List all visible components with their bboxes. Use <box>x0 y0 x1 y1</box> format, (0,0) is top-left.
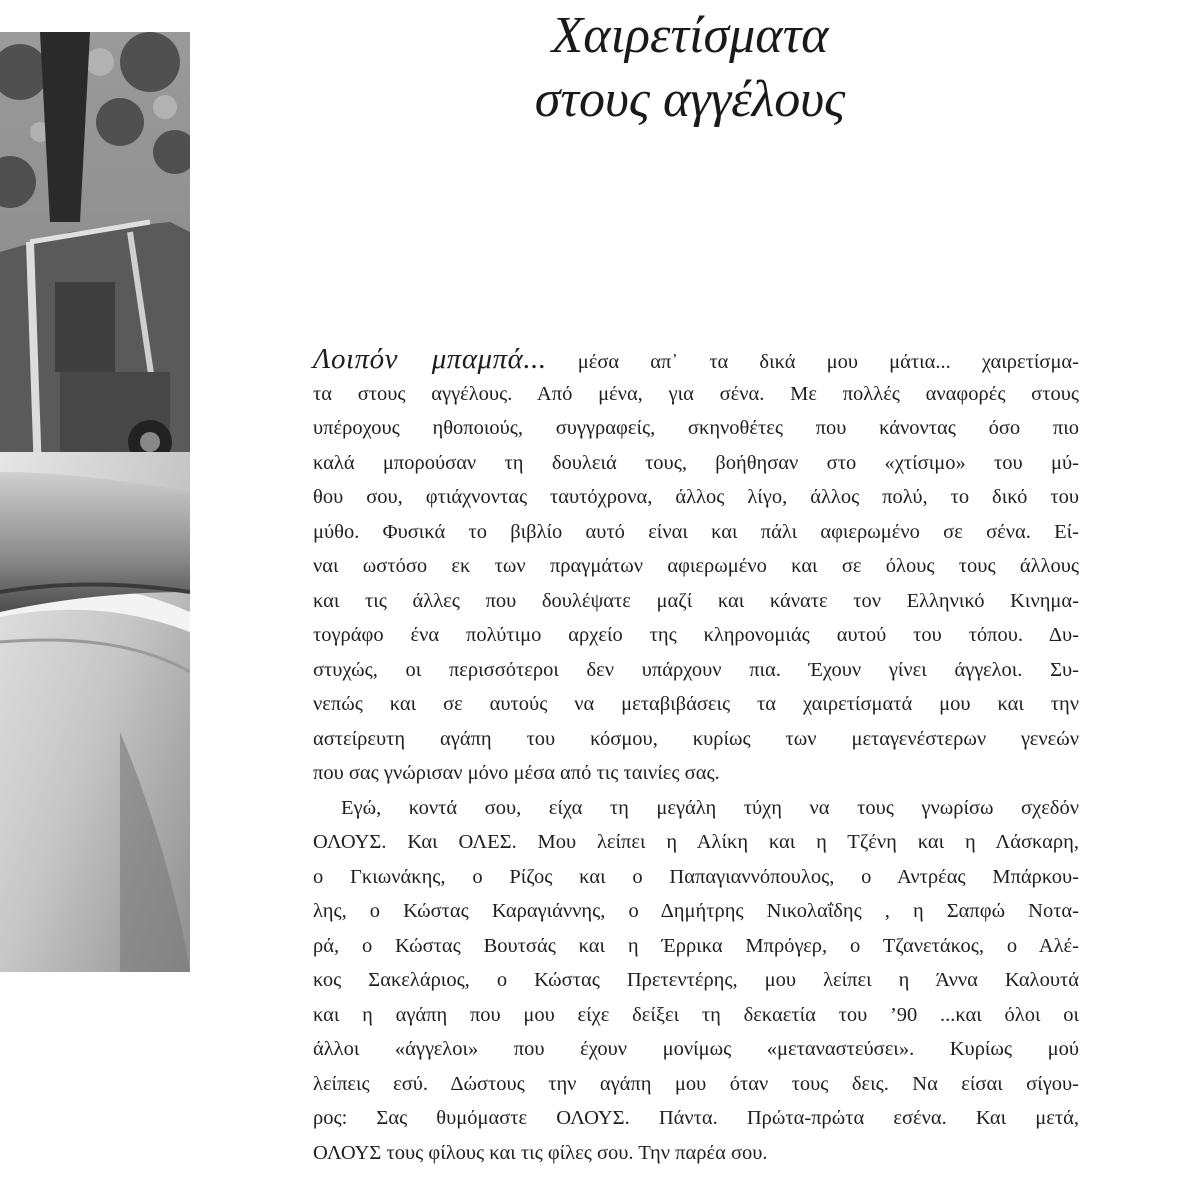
paragraph-2-line: ΟΛΟΥΣ. Και ΟΛΕΣ. Μου λείπει η Αλίκη και η Τζένη και η Λάσκαρη, <box>313 831 1079 853</box>
title-line-2: στους αγγέλους <box>534 71 846 128</box>
paragraph-2-line: λείπεις εσύ. Δώστους την αγάπη μου όταν τους δεις. Να είσαι σίγου- <box>313 1072 1079 1095</box>
paragraph-1-line: τα στους αγγέλους. Από μένα, για σένα. Με πολλές αναφορές στους <box>313 382 1079 405</box>
paragraph-2-line: άλλοι «άγγελοι» που έχουν μονίμως «μεταναστεύσει». Κυρίως μού <box>313 1038 1079 1060</box>
paragraph-2-line: λης, ο Κώστας Καραγιάννης, ο Δημήτρης Νικολαΐδης , η Σαπφώ Νοτα- <box>313 900 1079 922</box>
paragraph-2-line: Εγώ, κοντά σου, είχα τη μεγάλη τύχη να τους γνωρίσω σχεδόν <box>341 796 1079 819</box>
car-photo <box>0 32 190 972</box>
paragraph-2-line: ρος: Σας θυμόμαστε ΟΛΟΥΣ. Πάντα. Πρώτα-πρώτα εσένα. Και μετά, <box>313 1107 1079 1129</box>
paragraph-1-line: αστείρευτη αγάπη του κόσμου, κυρίως των μεταγενέστερων γενεών <box>313 727 1079 750</box>
paragraph-1-line: υπέροχους ηθοποιούς, συγγραφείς, σκηνοθέτες που κάνοντας όσο πιο <box>313 417 1079 439</box>
paragraph-1-line: που σας γνώρισαν μόνο μέσα από τις ταινίες σας. <box>313 762 720 784</box>
title-line-1: Χαιρετίσματα <box>551 7 829 64</box>
paragraph-1-line: νεπώς και σε αυτούς να μεταβιβάσεις τα χαιρετίσματά μου και την <box>313 693 1079 715</box>
paragraph-1-line: στυχώς, οι περισσότεροι δεν υπάρχουν πια. Έχουν γίνει άγγελοι. Συ- <box>313 658 1079 681</box>
page-title <box>460 0 920 132</box>
paragraph-2-line: κος Σακελάριος, ο Κώστας Πρετεντέρης, μου λείπει η Άννα Καλουτά <box>313 969 1079 991</box>
paragraph-1-line: καλά μπορούσαν τη δουλειά τους, βοήθησαν στο «χτίσιμο» του μύ- <box>313 451 1079 474</box>
paragraph-2-line: και η αγάπη που μου είχε δείξει τη δεκαετία του ’90 ...και όλοι οι <box>313 1003 1079 1026</box>
paragraph-1-line: ναι ωστόσο εκ των πραγμάτων αφιερωμένο και σε όλους τους άλλους <box>313 555 1079 577</box>
paragraph-1-line: θου σου, φτιάχνοντας ταυτόχρονα, άλλος λίγο, άλλος πολύ, το δικό του <box>313 486 1079 508</box>
paragraph-1-line: τογράφο ένα πολύτιμο αρχείο της κληρονομιάς αυτού του τόπου. Δυ- <box>313 624 1079 646</box>
body-text <box>313 342 1079 1170</box>
lead-in: Λοιπόν μπαμπά... <box>313 343 547 375</box>
paragraph-2-line: ρά, ο Κώστας Βουτσάς και η Έρρικα Μπρόγερ, ο Τζανετάκος, ο Αλέ- <box>313 934 1079 957</box>
paragraph-2-line: ΟΛΟΥΣ τους φίλους και τις φίλες σου. Την παρέα σου. <box>313 1141 768 1164</box>
paragraph-1-line: Λοιπόν μπαμπά... μέσα απ᾽ τα δικά μου μάτια... χαιρετίσμα- <box>313 343 1079 375</box>
paragraph-1-line: και τις άλλες που δουλέψατε μαζί και κάνατε τον Ελληνικό Κινημα- <box>313 589 1079 612</box>
paragraph-2-line: ο Γκιωνάκης, ο Ρίζος και ο Παπαγιαννόπουλος, ο Αντρέας Μπάρκου- <box>313 865 1079 888</box>
paragraph-1-line: μύθο. Φυσικά το βιβλίο αυτό είναι και πάλι αφιερωμένο σε σένα. Εί- <box>313 520 1079 543</box>
